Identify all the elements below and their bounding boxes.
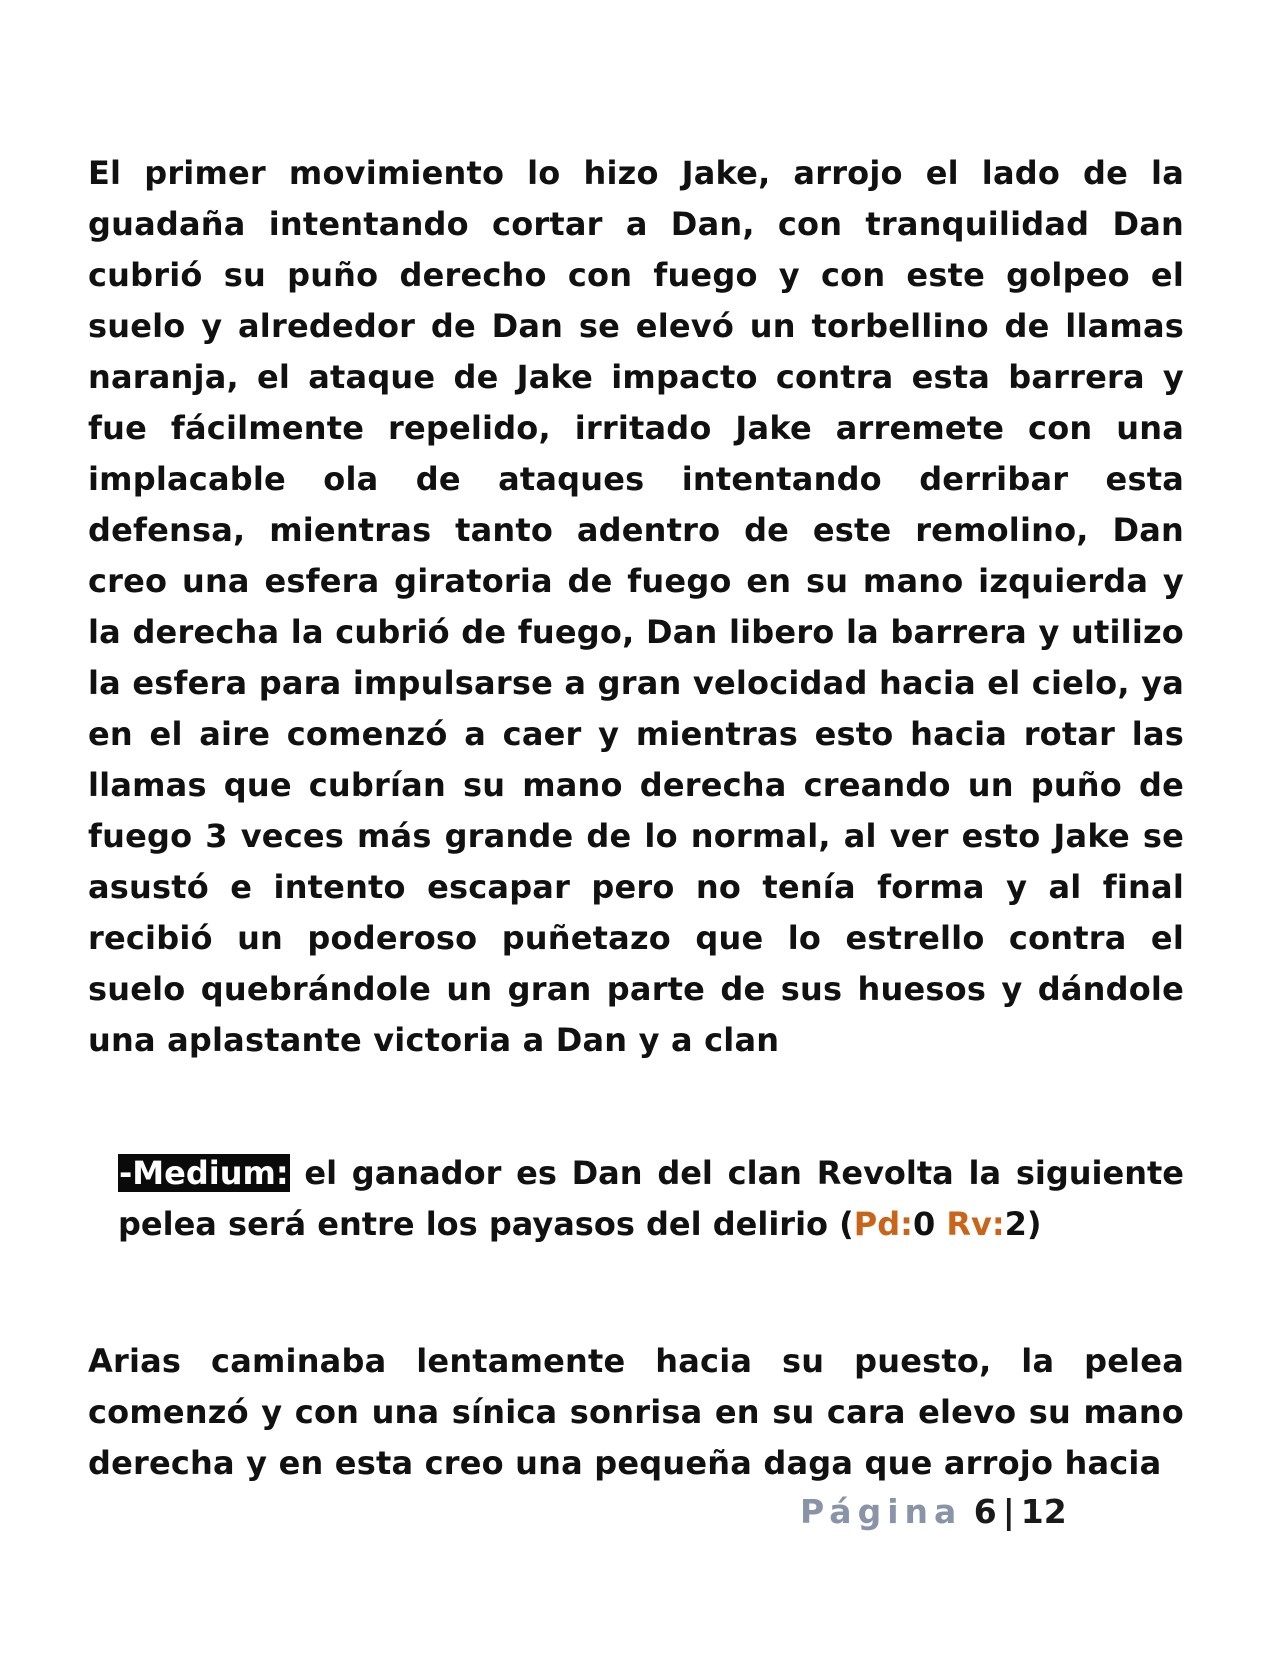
- score-label-pd: Pd:: [853, 1205, 913, 1243]
- page-separator: |: [1002, 1492, 1015, 1531]
- page-footer: [800, 1492, 1100, 1532]
- page-word: Página: [800, 1492, 963, 1531]
- closing-paren: ): [1026, 1205, 1042, 1243]
- paragraph-arias: Arias caminaba lentamente hacia su puesto, la pelea comenzó y con una sínica sonrisa en su cara elevo su mano derecha y en esta creo una pequeña daga que arrojo hacia: [88, 1342, 1184, 1482]
- speaker-label: -Medium:: [119, 1154, 289, 1192]
- paragraph-fight-dan-jake: El primer movimiento lo hizo Jake, arrojo el lado de la guadaña intentando cortar a Dan, con tranquilidad Dan cubrió su puño derecho con fuego y con este golpeo el suelo y alrededor de Dan se elevó un torbellino de llamas naranja, el ataque de Jake impacto contra esta barrera y fue fácilmente repelido, irritado Jake arremete con una implacable ola de ataques intentando derribar esta defensa, mientras tanto adentro de este remolino, Dan creo una esfera giratoria de fuego en su mano izquierda y la derecha la cubrió de fuego, Dan libero la barrera y utilizo la esfera para impulsarse a gran velocidad hacia el cielo, ya en el aire comenzó a caer y mientras esto hacia rotar las llamas que cubrían su mano derecha creando un puño de fuego 3 veces más grande de lo normal, al ver esto Jake se asustó e intento escapar pero no tenía forma y al final recibió un poderoso puñetazo que lo estrello contra el suelo quebrándole un gran parte de sus huesos y dándole una aplastante victoria a Dan y a clan: [88, 154, 1184, 1059]
- score-value-pd: 0: [912, 1205, 936, 1243]
- page-number: 6: [973, 1492, 997, 1531]
- page-total: 12: [1020, 1492, 1067, 1531]
- medium-announcement: [118, 1148, 1184, 1250]
- announcement-text: el ganador es Dan del clan Revolta la siguiente pelea será entre los payasos del delirio (: [118, 1154, 1184, 1243]
- score-label-rv: Rv:: [946, 1205, 1005, 1243]
- score-value-rv: 2: [1004, 1205, 1027, 1243]
